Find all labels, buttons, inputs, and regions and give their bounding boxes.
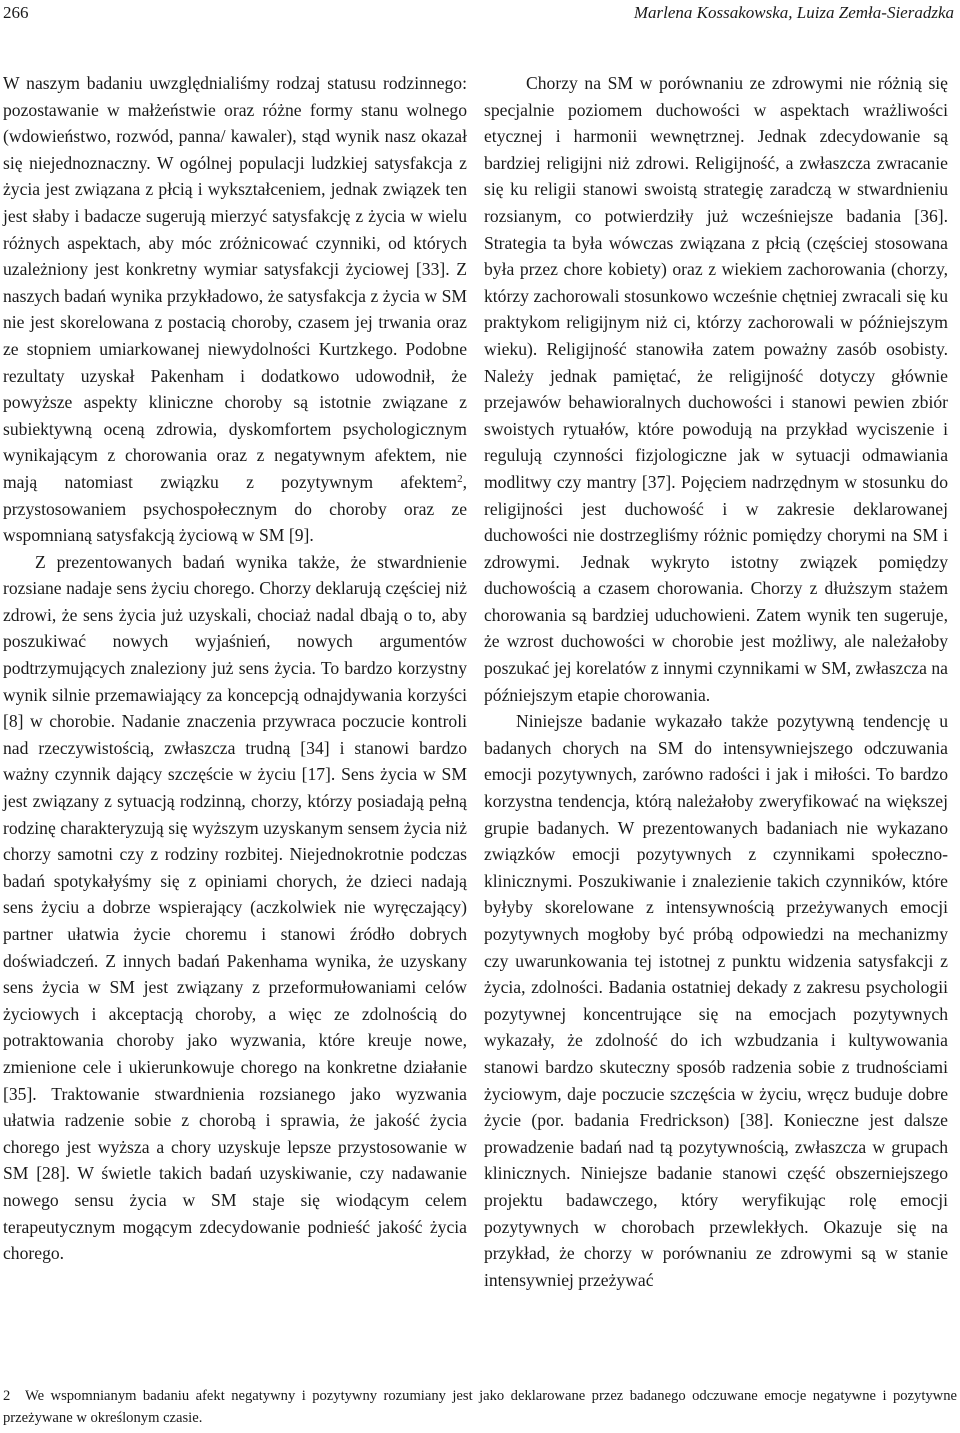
left-paragraph-1-text: W naszym badaniu uwzględnialiśmy rodzaj statusu rodzinnego: pozostawanie w małżeństwie oraz różne formy stanu wolnego (wdowieństwo, rozwód, panna/ kawaler), stąd wynik nasz okazał się niejednoznaczny. W ogólnej populacji ludzkiej satysfakcja z życia jest związana z płcią i wykształceniem, jednak związek ten jest słaby i badacze sugerują mierzyć satysfakcję z życia w wielu różnych aspektach, aby móc zróżnicować czynniki, od których uzależniony jest konkretny wymiar satysfakcji życiowej [33]. Z naszych badań wynika przykładowo, że satysfakcja z życia w SM nie jest skorelowana z postacią choroby, czasem jej trwania oraz ze stopniem umiarkowanej niewydolności Kurtzkego. Podobne rezultaty uzyskał Pakenham i dodatkowo udowodnił, że powyższe aspekty kliniczne choroby są istotnie związane z subiektywną oceną zdrowia, dyskomfortem psychologicznym wynikającym z chorowania oraz z negatywnym afektem, nie mają natomiast związku z pozytywnym afektem (3, 73, 467, 492)
footnote-ref[interactable]: 2 (457, 472, 463, 485)
footnote-mark: 2 (3, 1388, 11, 1404)
footnote-text: We wspomnianym badaniu afekt negatywny i pozytywny rozumiany jest jako deklarowane przez badanego odczuwane emocje negatywne i pozytywne przeżywane w określonym czasie. (3, 1388, 957, 1426)
page-number: 266 (3, 3, 29, 22)
footnote (3, 1385, 957, 1429)
running-head-authors: Marlena Kossakowska, Luiza Zemła-Sieradzka (633, 3, 954, 22)
right-column (484, 70, 948, 1293)
left-column (3, 70, 467, 1267)
right-paragraph-1: Chorzy na SM w porównaniu ze zdrowymi nie różnią się specjalnie poziomem duchowości w aspektach wrażliwości etycznej i harmonii wewnętrznej. Jednak zdecydowanie są bardziej religijni niż zdrowi. Religijność, a zwłaszcza zwracanie się ku religii stanowi swoistą strategię zaradczą w stwardnieniu rozsianym, co potwierdziły już wcześniejsze badania [36]. Strategia ta była wówczas związana z płcią (częściej stosowana była przez chore kobiety) oraz z wiekiem zachorowania (chorzy, którzy zachorowali stosunkowo wcześnie chętniej zwracali się ku praktykom religijnym niż ci, którzy zachorowali w późniejszym wieku). Religijność stanowiła zatem poważny zasób osobisty. Należy jednak pamiętać, że religijność dotyczy głównie przejawów behawioralnych duchowości i stanowi pewien zbiór swoistych rytuałów, które powodują na przykład wyciszenie i regulują czynności fizjologiczne jak w sytuacji odmawiania modlitwy czy mantry [37]. Pojęciem nadrzędnym w stosunku do religijności jest duchowość i w zakresie deklarowanej duchowości nie dostrzegliśmy różnic pomiędzy chorymi na SM i zdrowymi. Jednak wykryto istotny związek pomiędzy duchowością a czasem chorowania. Chorzy z dłuższym stażem chorowania są bardziej uduchowieni. Zatem wynik ten sugeruje, że wzrost duchowości w chorobie jest możliwy, ale należałoby poszukać jej korelatów z innymi czynnikami w SM, zwłaszcza na późniejszym etapie chorowania. (484, 73, 948, 705)
left-paragraph-1-tail: , przystosowaniem psychospołecznym do choroby oraz ze wspomnianą satysfakcją życiową w SM [9]. (3, 471, 467, 546)
running-head (0, 0, 960, 30)
left-paragraph-1 (3, 70, 467, 549)
right-paragraph-2: Niniejsze badanie wykazało także pozytywną tendencję u badanych chorych na SM do intensywniejszego odczuwania emocji pozytywnych, zarówno radości i jak i miłości. To bardzo korzystna tendencja, którą należałoby zweryfikować na większej grupie badanych. W prezentowanych badaniach nie wykazano związków emocji pozytywnych z czynnikami społeczno-klinicznymi. Poszukiwanie i znalezienie takich czynników, które byłyby skorelowane z intensywnością przeżywanych emocji pozytywnych mogłoby być próbą odpowiedzi na mechanizmy czy uwarunkowania tej istotnej z punktu widzenia satysfakcji z życia, zdolności. Badania ostatniej dekady z zakresu psychologii pozytywnej koncentrujące się na emocjach pozytywnych wykazały, że zdolność do ich wzbudzania i kultywowania stanowi bardzo skuteczny sposób radzenia sobie z trudnościami życiowym, daje poczucie szczęścia w życiu, wręcz buduje dobre życie (por. badania Fredrickson) [38]. Konieczne jest dalsze prowadzenie badań nad tą pozytywnością, zwłaszcza w grupach klinicznych. Niniejsze badanie stanowi część obszerniejszego projektu badawczego, który weryfikując rolę emocji pozytywnych w chorobach przewlekłych. Okazuje się na przykład, że chorzy w porównaniu ze zdrowymi są w stanie intensywniej przeżywać (484, 711, 948, 1290)
left-paragraph-2: Z prezentowanych badań wynika także, że stwardnienie rozsiane nadaje sens życiu chorego. Chorzy deklarują częściej niż zdrowi, że sens życia już uzyskali, chociaż nadal dbają o to, aby poszukiwać nowych wyjaśnień, nowych argumentów podtrzymujących znaleziony już sens życia. To bardzo korzystny wynik silnie przemawiający za koncepcją odnajdywania korzyści [8] w chorobie. Nadanie znaczenia przywraca poczucie kontroli nad rzeczywistością, zwłaszcza trudną [34] i stanowi bardzo ważny czynnik dający szczęście w życiu [17]. Sens życia w SM jest związany z sytuacją rodzinną, chorzy, którzy posiadają pełną rodzinę charakteryzują się wyższym uzyskanym sensem życia niż chorzy samotni czy z rodziny rozbitej. Niejednokrotnie podczas badań spotykałyśmy się z opiniami chorych, że dzieci nadają sens życiu a dobrze wspierający (aczkolwiek nie wyręczający) partner ułatwia życie choremu i stanowi źródło dobrych doświadczeń. Z innych badań Pakenhama wynika, że uzyskany sens życia w SM jest związany z przeformułowaniami celów życiowych i akceptacją choroby, a więc ze zdolnością do potraktowania choroby jako wyzwania, które kreuje nowe, zmienione cele i ukierunkowuje chorego na konkretne działanie [35]. Traktowanie stwardnienia rozsianego jako wyzwania ułatwia radzenie sobie z chorobą i sprawia, że jakość życia chorego jest wyższa a chory uzyskuje lepsze przystosowanie w SM [28]. W świetle takich badań uzyskiwanie, czy nadawanie nowego sensu życia w SM staje się wiodącym celem terapeutycznym mogącym zdecydowanie podnieść jakość życia chorego. (3, 551, 467, 1264)
